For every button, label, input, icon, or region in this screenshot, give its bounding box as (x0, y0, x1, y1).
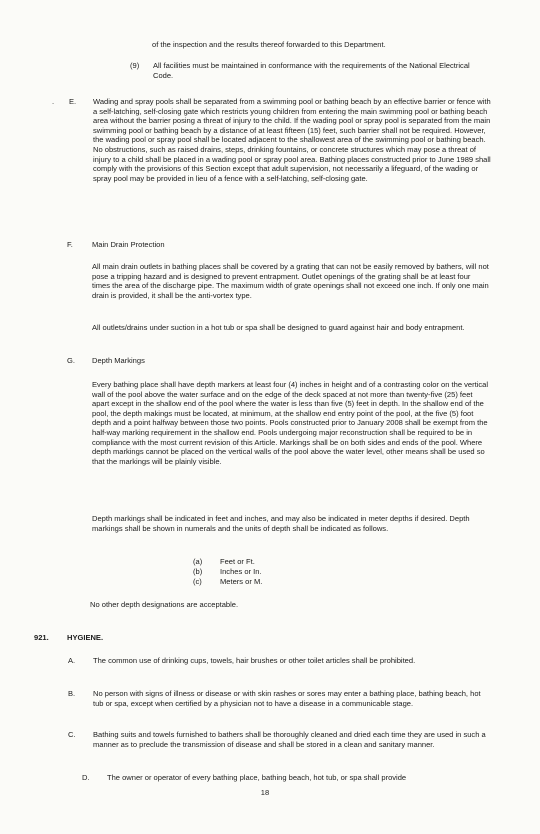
unit-text-a: Feet or Ft. (220, 557, 255, 566)
unit-label-a: (a) (193, 557, 203, 566)
item-9-text: All facilities must be maintained in conformance with the requirements of the National Electrical Code. (153, 61, 470, 80)
hygiene-b-text: No person with signs of illness or disease or with skin rashes or sores may enter a bathing place, bathing beach, hot tub or spa, except when certified by a physician not to have a disease in a communicable stage. (93, 689, 481, 708)
hygiene-c-text: Bathing suits and towels furnished to bathers shall be thoroughly cleaned and dried each time they are used in such a manner as to preclude the transmission of disease and shall be stored in a clean and sanitary manner. (93, 730, 486, 749)
section-g-heading: Depth Markings (92, 356, 145, 365)
hygiene-c-label: C. (68, 730, 76, 739)
section-f-para-1: All main drain outlets in bathing places shall be covered by a grating that can not be easily removed by bathers, will not pose a tripping hazard and is designed to prevent entrapment. Outlet openings of the grating shall be at least four times the area of the discharge pipe. The maximum width of grate openings shall not exceed one inch. If only one main drain is provided, it shall be the anti-vortex type. (92, 262, 489, 300)
hygiene-b-label: B. (68, 689, 76, 698)
unit-label-c: (c) (193, 577, 202, 586)
section-f-para-2: All outlets/drains under suction in a hot tub or spa shall be designed to guard against hair and body entrapment. (92, 323, 465, 332)
section-g-label: G. (67, 356, 75, 365)
unit-text-c: Meters or M. (220, 577, 263, 586)
page-number: 18 (260, 788, 270, 797)
section-g-para-2: Depth markings shall be indicated in feet and inches, and may also be indicated in meter depths if desired. Depth markings shall be shown in numerals and the units of depth shall be indicated as follows. (92, 514, 470, 533)
section-g-closing: No other depth designations are acceptable. (90, 600, 239, 609)
section-e-bullet: . (52, 97, 55, 106)
intro-line: of the inspection and the results thereof forwarded to this Department. (152, 40, 386, 49)
section-f-heading: Main Drain Protection (92, 240, 165, 249)
hygiene-d-label: D. (82, 773, 90, 782)
section-f-label: F. (67, 240, 73, 249)
hygiene-a-label: A. (68, 656, 76, 665)
hygiene-a-text: The common use of drinking cups, towels, hair brushes or other toilet articles shall be prohibited. (93, 656, 416, 665)
section-921-heading: HYGIENE. (67, 633, 104, 642)
section-e-label: E. (69, 97, 77, 106)
section-921-number: 921. (34, 633, 49, 642)
unit-text-b: Inches or In. (220, 567, 262, 576)
hygiene-d-text: The owner or operator of every bathing place, bathing beach, hot tub, or spa shall provide (107, 773, 407, 782)
section-e-text: Wading and spray pools shall be separated from a swimming pool or bathing beach by an effective barrier or fence with a self-latching, self-closing gate which restricts young children from entering the main swimming pool or bathing beach area without the barrier posing a threat of injury to the child. If the wading pool or spray pool is separated from the main swimming pool or bathing beach by a distance of at least fifteen (15) feet, such barrier shall not be required. However, the wading pool or spray pool shall be located adjacent to the shallowest area of the swimming pool or bathing beach. No obstructions, such as raised drains, steps, drinking fountains, or concrete structures which may pose a threat of injury to a child shall be placed in a wading pool or spray pool area. Bathing places constructed prior to June 1989 shall comply with the provisions of this Section except that adult supervision, not necessarily a lifeguard, of the wading or spray pool may be provided in lieu of a fence with a self-latching, self-closing gate. (93, 97, 491, 183)
item-9-label: (9) (130, 61, 140, 70)
section-g-para-1: Every bathing place shall have depth markers at least four (4) inches in height and of a contrasting color on the vertical wall of the pool above the water surface and on the edge of the deck spaced at not more than twenty-five (25) feet apart except in the shallow end of the pool where the water is less than five (5) feet in depth. In the shallow end of the pool, the depth makings must be located, at minimum, at the shallow end entry point of the pool, at the five (5) foot depth and a point halfway between those two points. Pools constructed prior to January 2008 shall be exempt from the half-way marking requirement in the shallow end. Pools undergoing major reconstruction shall be required to be in compliance with the most current revision of this Article. Markings shall be on both sides and ends of the pool. Where depth markings cannot be placed on the vertical walls of the pool above the water level, other means shall be used so that the markings will be plainly visible. (92, 380, 489, 466)
unit-label-b: (b) (193, 567, 203, 576)
